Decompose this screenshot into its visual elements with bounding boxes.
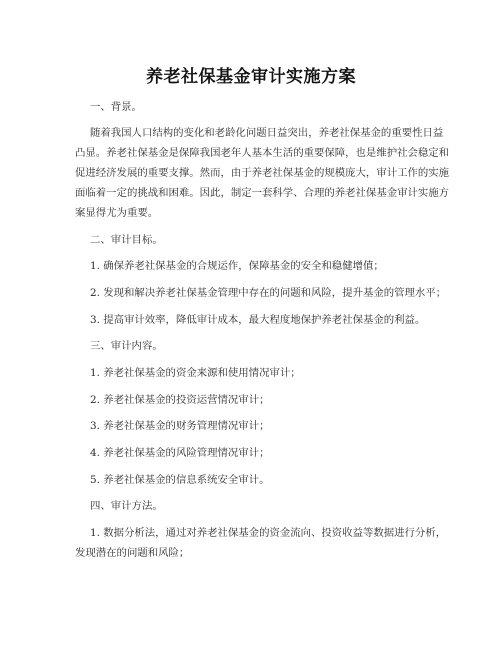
list-item-line: 发现潜在的问题和风险； [75, 547, 190, 559]
list-item: 5. 养老社保基金的信息系统安全审计。 [90, 474, 270, 486]
paragraph-line: 促进经济发展的重要支撑。然而，由于养老社保基金的规模庞大，审计工作的实施 [75, 167, 450, 179]
list-item: 1. 养老社保基金的资金来源和使用情况审计； [90, 367, 301, 379]
document-title: 养老社保基金审计实施方案 [146, 67, 356, 87]
list-item-line: 1. 数据分析法，通过对养老社保基金的资金流向、投资收益等数据进行分析， [90, 527, 447, 539]
list-item: 2. 发现和解决养老社保基金管理中存在的问题和风险，提升基金的管理水平； [90, 287, 447, 299]
list-item: 2. 养老社保基金的投资运营情况审计； [90, 394, 270, 406]
list-item: 4. 养老社保基金的风险管理情况审计； [90, 447, 270, 459]
paragraph-line: 凸显。养老社保基金是保障我国老年人基本生活的重要保障，也是维护社会稳定和 [75, 147, 450, 159]
paragraph-line: 面临着一定的挑战和困难。因此，制定一套科学、合理的养老社保基金审计实施方 [75, 187, 450, 199]
section-heading-content: 三、审计内容。 [90, 340, 163, 352]
paragraph-line: 随着我国人口结构的变化和老龄化问题日益突出，养老社保基金的重要性日益 [90, 127, 444, 139]
section-heading-goals: 二、审计目标。 [90, 234, 163, 246]
paragraph-line: 案显得尤为重要。 [75, 207, 159, 219]
list-item: 1. 确保养老社保基金的合规运作，保障基金的安全和稳健增值； [90, 260, 384, 272]
list-item: 3. 提高审计效率，降低审计成本，最大程度地保护养老社保基金的利益。 [90, 314, 426, 326]
section-heading-background: 一、背景。 [90, 101, 142, 113]
section-heading-methods: 四、审计方法。 [90, 500, 163, 512]
list-item: 3. 养老社保基金的财务管理情况审计； [90, 420, 270, 432]
